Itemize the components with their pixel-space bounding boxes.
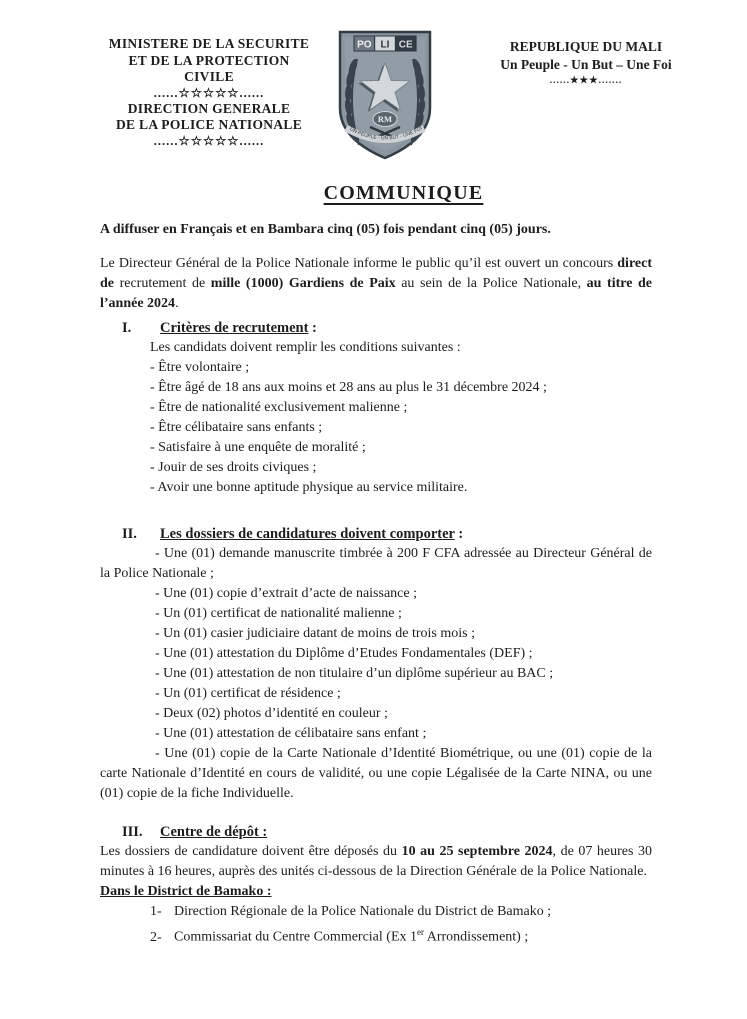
direction-line: DE LA POLICE NATIONALE [115,117,302,132]
crest-police-band [354,36,416,51]
republic-motto: Un Peuple - Un But – Une Foi [500,56,672,72]
crest-tile-text: LI [380,39,390,51]
list-item: - Être célibataire sans enfants ; [150,420,323,435]
district-subheading: Dans le District de Bamako : [100,884,272,899]
list-item: - Être de nationalité exclusivement malienne ; [150,400,408,415]
direction-line: DIRECTION GENERALE [127,100,291,116]
criteria-lead: Les candidats doivent remplir les conditions suivantes : [150,340,461,355]
list-item: - Avoir une bonne aptitude physique au service militaire. [150,480,468,495]
section-numeral: I. [122,320,132,336]
broadcast-notice: A diffuser en Français et en Bambara cinq (05) fois pendant cinq (05) jours. [100,222,551,237]
stars-separator: ......★★★....... [549,76,623,86]
document-body [100,183,652,948]
republic-title: REPUBLIQUE DU MALI [509,39,663,54]
crest-tile-text: PO [357,39,372,51]
list-item: - Deux (02) photos d’identité en couleur ; [155,706,388,721]
numbered-item: 2- Commissariat du Centre Commercial (Ex 1er Arrondissement) ; [150,922,652,948]
list-item: - Être volontaire ; [150,360,250,375]
intro-paragraph: Le Directeur Général de la Police Nationale informe le public qu’il est ouvert un concours direct de recrutement de mille (1000) Gardiens de Paix au sein de la Police Nationale, au titre de l’année 2024. [100,256,652,311]
page-title: COMMUNIQUE [323,182,484,204]
list-item: - Une (01) copie de la Carte Nationale d’Identité Biométrique, ou une (01) copie de la carte Nationale d’Identité en cours de validité, ou une copie Légalisée de la Carte NINA, ou une (01) copie de la fiche Individuelle. [100,746,652,801]
list-item: - Un (01) certificat de résidence ; [155,686,341,701]
list-item: - Être âgé de 18 ans aux moins et 28 ans au plus le 31 décembre 2024 ; [150,380,547,395]
stars-separator: ......☆☆☆☆☆...... [153,133,265,148]
list-item: - Un (01) certificat de nationalité malienne ; [155,606,402,621]
list-item: - Une (01) attestation du Diplôme d’Etudes Fondamentales (DEF) ; [155,646,533,661]
item-number: 1- [150,904,162,919]
stars-separator: ......☆☆☆☆☆...... [153,85,265,100]
republic-header-block [462,38,710,91]
title-row [100,183,652,206]
crest-monogram: RM [377,114,393,124]
list-item: - Une (01) attestation de célibataire sans enfant ; [155,726,427,741]
police-crest-icon [333,27,437,165]
ministry-line: CIVILE [184,69,234,84]
list-item: - Une (01) attestation de non titulaire d’un diplôme supérieur au BAC ; [155,666,554,681]
list-item: - Une (01) demande manuscrite timbrée à 200 F CFA adressée au Directeur Général de la Police Nationale ; [100,546,652,581]
depot-paragraph: Les dossiers de candidature doivent être déposés du 10 au 25 septembre 2024, de 07 heures 30 minutes à 16 heures, auprès des unités ci-dessous de la Direction Générale de la Police Nationale. [100,844,652,879]
ministry-line: MINISTERE DE LA SECURITE [108,36,310,51]
crest-tile-text: CE [398,39,413,51]
crest-motto-text: UN PEUPLE - UN BUT - UNE FOI [348,125,424,142]
section-heading-depot: III. Centre de dépôt : [122,824,268,840]
section-heading-criteres: I. Critères de recrutement : [122,320,317,336]
list-item: - Une (01) copie d’extrait d’acte de naissance ; [155,586,417,601]
list-item: - Jouir de ses droits civiques ; [150,460,317,475]
section-numeral: II. [122,526,137,542]
section-heading-dossiers: II. Les dossiers de candidatures doivent comporter : [122,526,464,542]
section-numeral: III. [122,824,143,840]
numbered-item: 1- Direction Régionale de la Police Nationale du District de Bamako ; [150,902,652,922]
list-item: - Un (01) casier judiciaire datant de moins de trois mois ; [155,626,475,641]
list-item: - Satisfaire à une enquête de moralité ; [150,440,366,455]
item-number: 2- [150,929,162,945]
ministry-line: ET DE LA PROTECTION [128,52,290,68]
ministry-header-block [92,36,326,149]
